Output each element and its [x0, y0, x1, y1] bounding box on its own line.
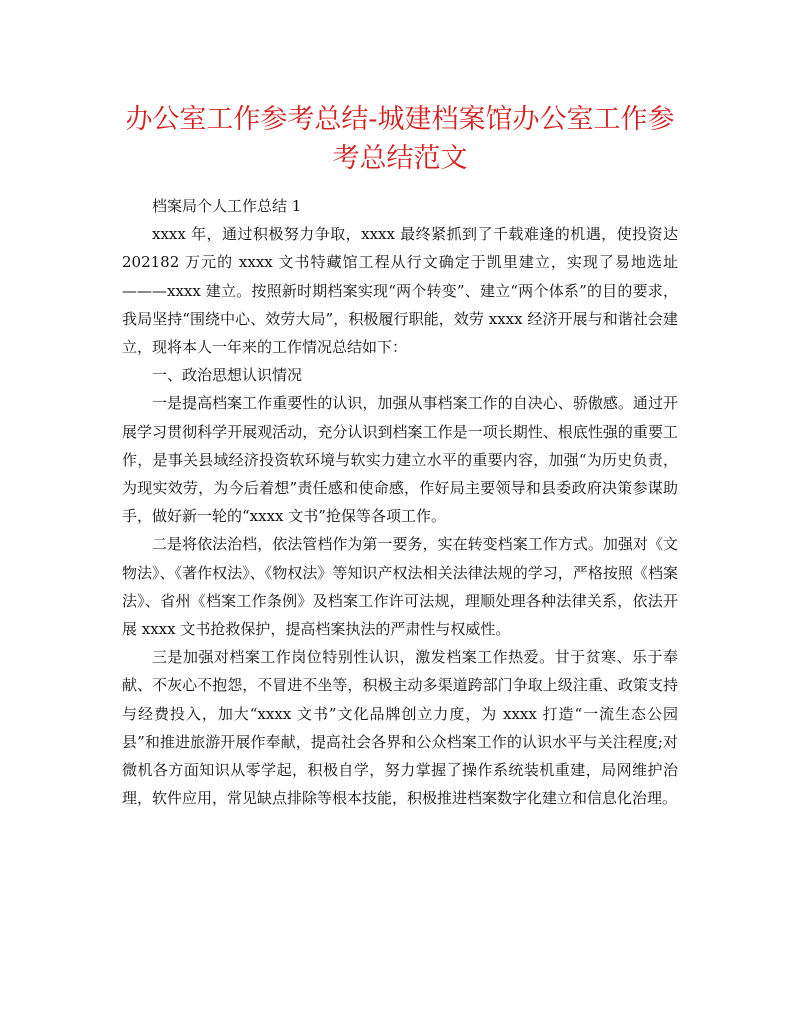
paragraph-item-1: 一是提高档案工作重要性的认识，加强从事档案工作的自决心、骄傲感。通过开展学习贯彻科学开展观活动，充分认识到档案工作是一项长期性、根底性强的重要工作，是事关县域经济投资软环境与软实力建立水平的重要内容，加强“为历史负责，为现实效劳，为今后着想”责任感和使命感，作好局主要领导和县委政府决策参谋助手，做好新一轮的“xxxx 文书”抢保等各项工作。 — [122, 394, 678, 526]
paragraph-item-2: 二是将依法治档，依法管档作为第一要务，实在转变档案工作方式。加强对《文物法》、《著作权法》、《物权法》等知识产权法相关法律法规的学习，严格按照《档案法》、省州《档案工作条例》及档案工作许可法规，理顺处理各种法律关系，依法开展 xxxx 文书抢救保护，提高档案执法的严肃性与权威性。 — [122, 535, 678, 639]
section-heading: 档案局个人工作总结 1 — [152, 197, 302, 215]
document-title: 办公室工作参考总结-城建档案馆办公室工作参考总结范文 — [125, 104, 675, 174]
paragraph-intro: xxxx 年，通过积极努力争取，xxxx 最终紧抓到了千载难逢的机遇，使投资达 202182 万元的 xxxx 文书特藏馆工程从行文确定于凯里建立，实现了易地选址———xxxx 建立。按照新时期档案实现“两个转变”、建立“两个体系”的目的要求，我局坚持“围绕中心、效劳大局”，积极履行职能，效劳 xxxx 经济开展与和谐社会建立，现将本人一年来的工作情况总结如下： — [122, 225, 678, 357]
document-page — [122, 100, 678, 812]
paragraph-item-3: 三是加强对档案工作岗位特别性认识，激发档案工作热爱。甘于贫寒、乐于奉献、不灰心不抱怨，不冒进不坐等，积极主动多渠道跨部门争取上级注重、政策支持与经费投入，加大“xxxx 文书”文化品牌创立力度，为 xxxx 打造“一流生态公园县”和推进旅游开展作奉献，提高社会各界和公众档案工作的认识水平与关注程度;对微机各方面知识从零学起，积极自学，努力掌握了操作系统装机重建，局网维护治理，软件应用，常见缺点排除等根本技能，积极推进档案数字化建立和信息化治理。 — [122, 648, 678, 808]
section-heading: 一、政治思想认识情况 — [152, 366, 303, 385]
document-body — [122, 192, 678, 812]
